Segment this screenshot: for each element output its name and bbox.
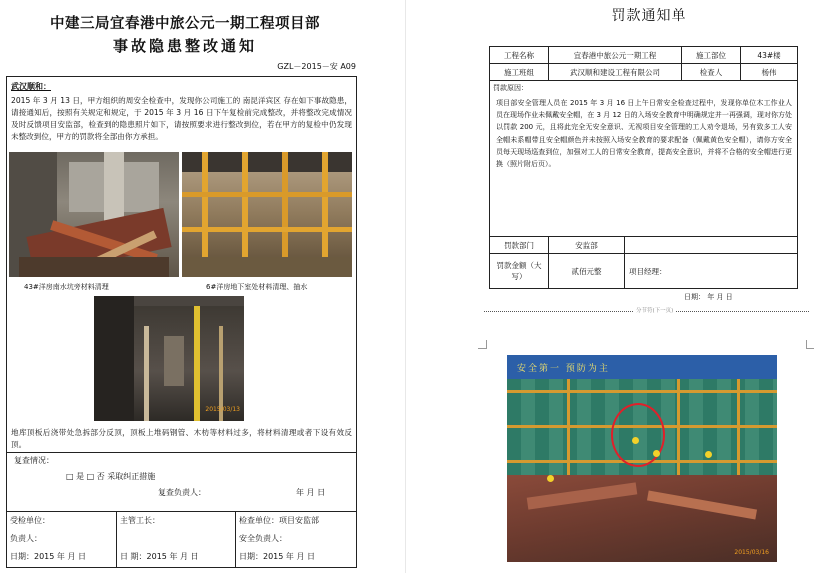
part-label: 施工部位: [681, 46, 741, 64]
page-divider: [405, 0, 406, 573]
fine-notice: [484, 0, 814, 573]
sign3-date: 日期：2015 年 月 日: [239, 552, 315, 561]
checker-label: 检查人: [681, 63, 741, 81]
highlight-circle: [611, 403, 665, 467]
manager-label: 项目经理：: [624, 253, 798, 289]
photo-basement-scaffold: [182, 152, 352, 277]
part-value: 43#楼: [740, 46, 798, 64]
photo-site-workers: [507, 355, 777, 562]
notice-title-line2: 事故隐患整改通知: [112, 37, 257, 55]
sign2-unit: 主管工长：: [120, 516, 160, 525]
dept-empty: [624, 236, 798, 254]
corner-mark-left: [478, 340, 487, 349]
reason-label: 罚款原因：: [493, 84, 528, 92]
team-value: 武汉顺和建设工程有限公司: [548, 63, 682, 81]
caption-photo2: 6#洋房地下室处材料清理、抽水: [206, 283, 308, 291]
sign1-unit: 受检单位：: [10, 516, 50, 525]
reason-text: 项目部安全管理人员在 2015 年 3 月 16 日上午日常安全检查过程中，发现你单位木工作业人员在现场作业未佩戴安全帽，在 3 月 12 日的入场安全教育中明确规定并一再强调，现对你方处以罚款 200 元，且将此完全无安全意识、无视项目安全管理的工人劝令退场，另有致多工人安全帽未系帽带且安全帽颜色并未按照入场安全教育的要求配备（佩戴黄色安全帽），请你方安全员每天现场巡查到位，加强对工人的日常安全教育，提高安全意识，并将不合格的安全帽进行更换（照片附后页）。: [496, 99, 792, 169]
dept-label: 罚款部门: [489, 236, 549, 254]
dept-value: 安监部: [548, 236, 625, 254]
rectification-notice: [6, 6, 364, 568]
site-photo-timestamp: 2015/03/16: [734, 549, 769, 556]
doc-number: GZL－2015－安 A09: [277, 62, 356, 71]
addressee: 武汉顺和：: [11, 82, 51, 91]
project-value: 宜春港中旅公元一期工程: [548, 46, 682, 64]
photo-basement-props: [94, 296, 244, 421]
corner-mark-right: [806, 340, 814, 349]
sign1-date: 日期：2015 年 月 日: [10, 552, 86, 561]
recheck-date: 年 月 日: [296, 488, 326, 497]
section-break: 分节符(下一页): [636, 308, 674, 314]
caption-photo1: 43#洋房南水坑旁材料清理: [24, 283, 109, 291]
sign1-person: 负责人：: [10, 534, 42, 543]
checker-value: 杨伟: [740, 63, 798, 81]
team-label: 施工班组: [489, 63, 549, 81]
caption-photo3: 地库顶板后浇带处急拆部分反顶，顶板上堆码钢管、木枋等材料过多，将材料清理或者下设有效反顶。: [11, 428, 352, 449]
fine-title: 罚款通知单: [611, 8, 687, 24]
recheck-options: □ 是 □ 否 采取纠正措施: [66, 472, 156, 481]
photo-banner-text: 安全第一 预防为主: [517, 364, 610, 374]
sign3-unit: 检查单位：项目安监部: [239, 516, 319, 525]
photo-timestamp: 2015/03/13: [205, 406, 240, 413]
project-label: 工程名称: [489, 46, 549, 64]
amount-label: 罚款金额（大写）: [489, 253, 549, 289]
notice-body: 2015 年 3 月 13 日，甲方组织的周安全检查中，发现你公司施工的 南昆洋宾区 存在如下事故隐患，请接通知后，按照有关规定和规定，于 2015 年 3 月 16 日下午复检前完成整改，并将整改完成情况及时反馈项目安监部，检查到的隐患照片如下，请按照要求进行整改到位，若在甲方的复检中仍发现未整改到位，甲方的罚款将全部由你方承担。: [11, 96, 352, 141]
fine-date: 日期： 年 月 日: [684, 293, 733, 301]
photo-materials-pile: [9, 152, 179, 277]
notice-title-line1: 中建三局宜春港中旅公元一期工程项目部: [50, 16, 320, 32]
recheck-person: 复查负责人：: [158, 488, 206, 497]
sign2-date: 日 期：2015 年 月 日: [120, 552, 199, 561]
recheck-label: 复查情况：: [14, 456, 54, 465]
sign3-person: 安全负责人：: [239, 534, 287, 543]
amount-value: 贰佰元整: [548, 253, 625, 289]
